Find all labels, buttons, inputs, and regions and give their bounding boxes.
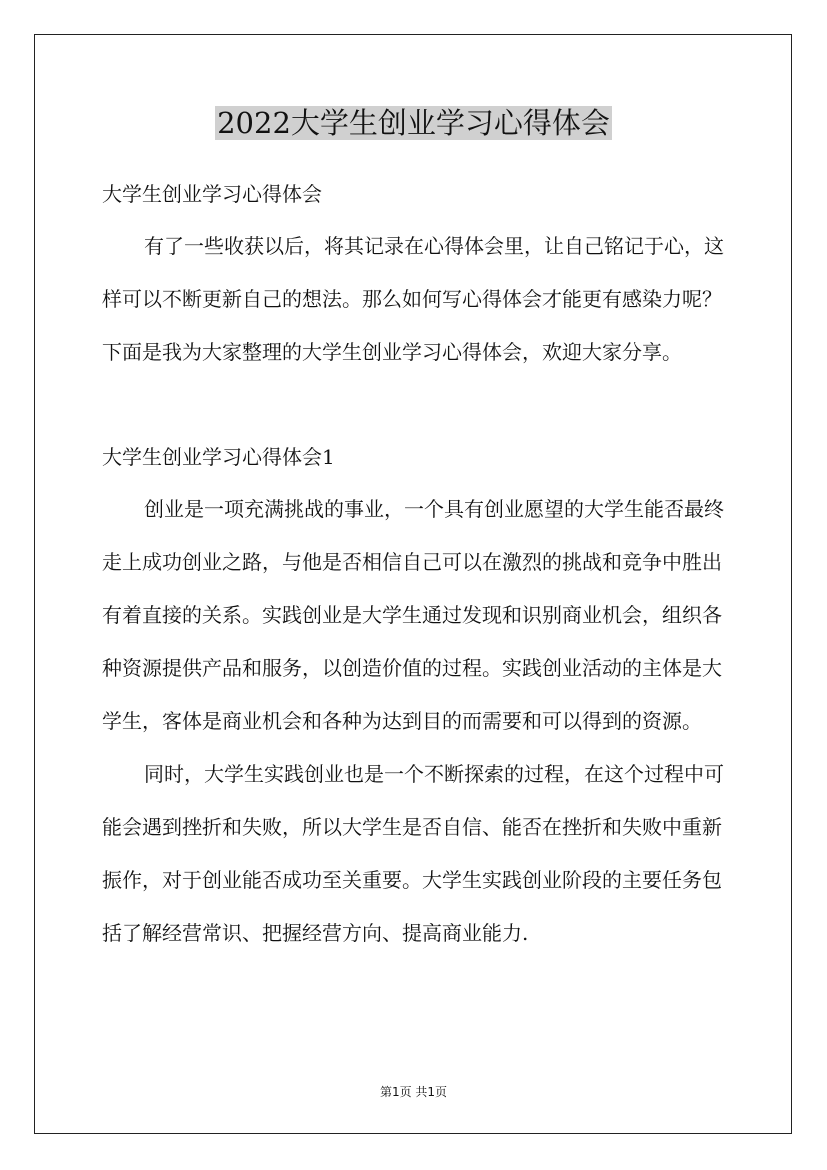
intro-paragraph: 有了一些收获以后，将其记录在心得体会里，让自己铭记于心，这样可以不断更新自己的想法。那么如何写心得体会才能更有感染力呢？下面是我为大家整理的大学生创业学习心得体会，欢迎大家分享。 [102,234,724,364]
document-body [102,168,730,960]
heading-main: 大学生创业学习心得体会 [102,182,322,206]
document-title [0,103,827,143]
section1-paragraph-1: 创业是一项充满挑战的事业，一个具有创业愿望的大学生能否最终走上成功创业之路，与他是否相信自己可以在激烈的挑战和竞争中胜出有着直接的关系。实践创业是大学生通过发现和识别商业机会，组织各种资源提供产品和服务，以创造价值的过程。实践创业活动的主体是大学生，客体是商业机会和各种为达到目的而需要和可以得到的资源。 [102,497,724,733]
page-footer: 第1页 共1页 [379,1085,448,1099]
document-title-text: 2022大学生创业学习心得体会 [217,106,610,140]
section1-paragraph-2: 同时，大学生实践创业也是一个不断探索的过程，在这个过程中可能会遇到挫折和失败，所以大学生是否自信、能否在挫折和失败中重新振作，对于创业能否成功至关重要。大学生实践创业阶段的主要任务包括了解经营常识、把握经营方向、提高商业能力. [102,762,724,945]
section1-heading: 大学生创业学习心得体会1 [102,445,335,469]
section-spacer [102,379,730,431]
